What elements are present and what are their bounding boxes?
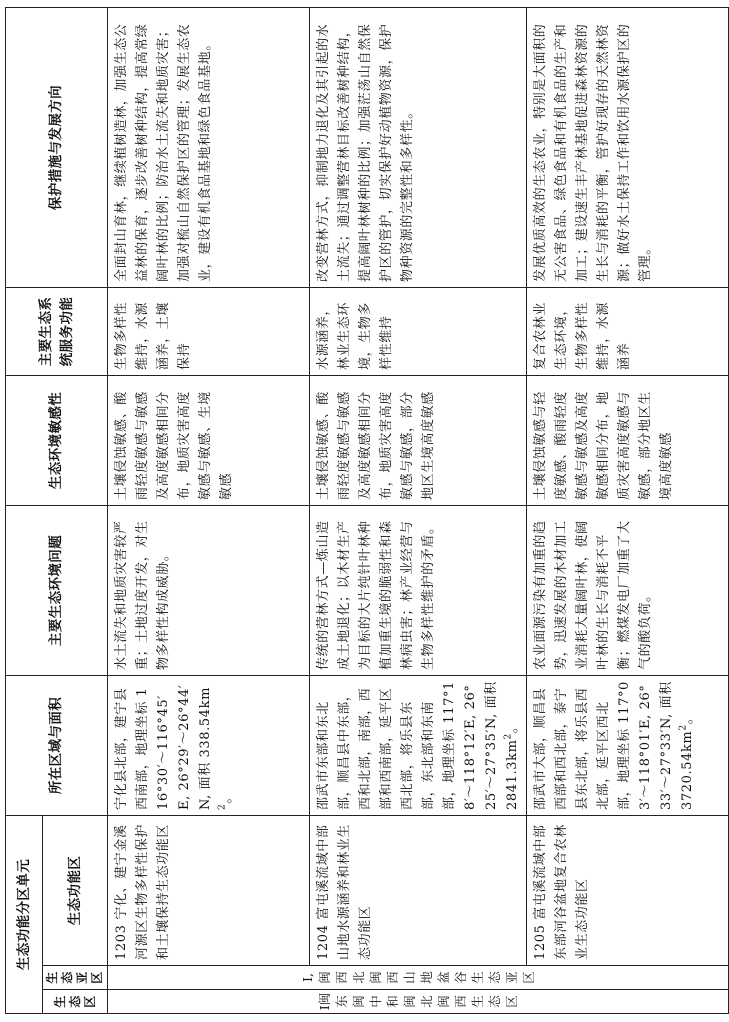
table-row xyxy=(108,8,310,1014)
problems-cell: 水土流失和地质灾害较严重；土地过度开发，对生物多样性构成威胁。 xyxy=(108,506,310,676)
sensitivity-cell: 土壤侵蚀敏感、酸雨轻度敏感与敏感及高度敏感相间分布，地质灾害高度敏感与敏感，部分地区生境高度敏感 xyxy=(310,376,527,506)
zone-name: Ⅰ闽东闽中和闽北闽西生态区 xyxy=(108,990,729,1014)
location-end: 。 xyxy=(219,790,234,804)
sensitivity-cell: 土壤侵蚀敏感、酸雨轻度敏感与敏感及高度敏感相间分布，地质灾害高度敏感与敏感、生境敏感 xyxy=(108,376,310,506)
function-zone-cell: 1204 富屯溪流域中部山地水源涵养和林业生态功能区 xyxy=(310,816,527,966)
header-measures: 保护措施与发展方向 xyxy=(6,8,108,288)
location-cell xyxy=(108,676,310,816)
function-zone-cell: 1203 宁化、建宁金溪河源区生物多样性保护和土壤保持生态功能区 xyxy=(108,816,310,966)
sensitivity-cell: 土壤侵蚀敏感与轻度敏感、酸雨轻度敏感与敏感及高度敏感相间分布，地质灾害高度敏感与敏感，部分地区生境高度敏感 xyxy=(527,376,729,506)
measures-cell: 发展优质高效的生态农业，特别是大面积的无公害食品、绿色食品和有机食品的生产和加工；建设速生丰产林基地促进森林资源的生长与消耗的平衡，管护好现存的天然林资源；做好水土保持工作和饮用水源保护区的管理。 xyxy=(527,8,729,288)
location-text: 邵武市大部，顺昌县西部和西北部，泰宁县东北部，将乐县西北部，延平区西北部，地理坐标 117°03′～118°01′E, 26°33′～27°33′N, 面积 3720.54km xyxy=(533,681,695,810)
header-subzone: 生态亚区 xyxy=(43,966,108,990)
location-cell xyxy=(310,676,527,816)
ecological-function-table xyxy=(5,7,729,1014)
location-end: 。 xyxy=(505,719,520,734)
function-zone-cell: 1205 富屯溪流域中部东部河谷盆地复合农林业生态功能区 xyxy=(527,816,729,966)
services-cell: 复合农林业生态环境，生物多样性维持，水源涵养 xyxy=(527,288,729,376)
header-location: 所在区域与面积 xyxy=(6,676,108,816)
area-unit-exponent: 2 xyxy=(217,803,228,810)
header-services: 主要生态系统服务功能 xyxy=(6,288,108,376)
measures-cell: 全面封山育林，继续植树造林，加强生态公益林的保育，逐步改善树种结构，提高常绿阔叶林的比例；防治水土流失和地质灾害；加强对梳山自然保护区的管理；发展生态农业，建设有机食品基地和绿色食品基地。 xyxy=(108,8,310,288)
subzone-name: Ⅰ,闽西北闽西山地盆谷生态亚区 xyxy=(108,966,729,990)
location-text: 宁化县北部，建宁县西南部，地理坐标 116°30′～116°45′E, 26°29′～26°44′N, 面积 338.54km xyxy=(114,684,213,810)
header-unit: 生态功能分区单元 xyxy=(6,816,43,1014)
measures-cell: 改变营林方式，抑制地力退化及其引起的水土流失；通过调整营林目标改善树种结构，提高阔叶林树种的比例；加强茫荡山自然保护区的管护，切实保护好动植物资源，保护物种资源的完整性和多样性。 xyxy=(310,8,527,288)
header-function-zone: 生态功能区 xyxy=(43,816,108,966)
problems-cell: 传统的营林方式—炼山造成土地退化；以木材生产为目标的大片纯针叶林种植加重生境的脆弱性和森林病虫害；林产业经营与生物多样性维护的矛盾。 xyxy=(310,506,527,676)
location-end: 。 xyxy=(680,710,695,725)
location-text: 邵武市东部和东北部，顺昌县中东部，西和北部，南部，西部和西南部，延平区西北部，将乐县东部，东北部和东南部，地理坐标 117°18′～118°12′E, 26°25′～27°35′N, 面积 2841.3km xyxy=(316,681,520,810)
header-problems: 主要生态环境问题 xyxy=(6,506,108,676)
services-cell: 水源涵养，林业生态环境，生物多样性维持 xyxy=(310,288,527,376)
services-cell: 生物多样性维持，水源涵养，土壤保持 xyxy=(108,288,310,376)
problems-cell: 农业面源污染有加重的趋势，迅速发展的木材加工业消耗大量阔叶林，使阔叶林的生长与消耗不平衡；燃煤发电厂加重了大气的酸负荷。 xyxy=(527,506,729,676)
area-unit-exponent: 2 xyxy=(503,733,514,740)
header-zone: 生态区 xyxy=(43,990,108,1014)
location-cell xyxy=(527,676,729,816)
table-row xyxy=(527,8,729,1014)
area-unit-exponent: 2 xyxy=(678,724,689,731)
header-sensitivity: 生态环境敏感性 xyxy=(6,376,108,506)
table-row xyxy=(310,8,527,1014)
